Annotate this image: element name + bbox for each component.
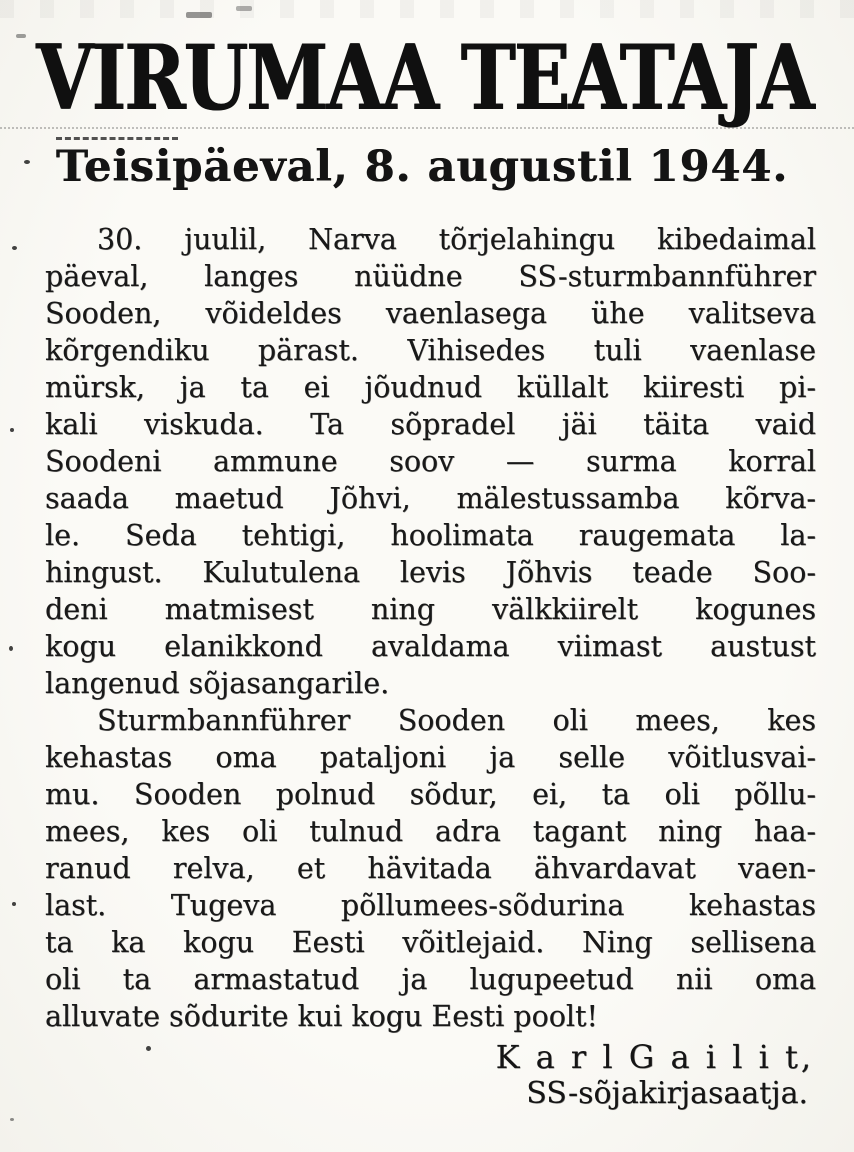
text-line: oli ta armastatud ja lugupeetud nii oma [45,963,816,996]
text-line: kali viskuda. Ta sõpradel jäi täita vaid [45,408,816,441]
scan-speck [10,1118,14,1121]
newspaper-title: VIRUMAA TEATAJA [35,26,813,131]
text-line: kogu elanikkond avaldama viimast austust [45,630,816,663]
text-line: deni matmisest ning välkkiirelt kogunes [45,593,816,626]
signature-name: K a r l G a i l i t, [495,1038,814,1076]
scan-speck [10,428,14,432]
text-line: kehastas oma pataljoni ja selle võitlusvai- [45,741,816,774]
text-line: le. Seda tehtigi, hoolimata raugemata la- [45,519,816,552]
text-line: alluvate sõdurite kui kogu Eesti poolt! [45,1000,598,1033]
text-line: mu. Sooden polnud sõdur, ei, ta oli põllu- [45,778,816,811]
text-line: Sturmbannführer Sooden oli mees, kes [97,704,816,737]
text-line: hingust. Kulutulena levis Jõhvis teade Soo- [45,556,816,589]
text-line: saada maetud Jõhvi, mälestussamba kõrva- [45,482,816,515]
scan-speck [9,646,13,651]
text-line: päeval, langes nüüdne SS-sturmbannführer [45,260,816,293]
text-line: ta ka kogu Eesti võitlejaid. Ning sellisena [45,926,816,959]
scan-speck [146,1046,151,1051]
text-line: Soodeni ammune soov — surma korral [45,445,816,478]
scan-speck [186,12,212,18]
text-line: kõrgendiku pärast. Vihisedes tuli vaenlase [45,334,816,367]
issue-date-line: Teisipäeval, 8. augustil 1944. [55,142,789,192]
scan-smudge [0,0,854,18]
text-line: mürsk, ja ta ei jõudnud küllalt kiiresti pi- [45,371,816,404]
text-line: Sooden, võideldes vaenlasega ühe valitseva [45,297,816,330]
signature-title: SS-sõjakirjasaatja. [526,1076,808,1111]
masthead-dashed-rule [56,137,178,140]
signature-block [496,1038,814,1112]
text-line: mees, kes oli tulnud adra tagant ning haa- [45,815,816,848]
article-body [45,221,816,1035]
text-line: last. Tugeva põllumees-sõdurina kehastas [45,889,816,922]
text-line: 30. juulil, Narva tõrjelahingu kibedaimal [97,223,816,256]
scan-speck [12,902,16,906]
scan-speck [236,6,252,11]
text-line: langenud sõjasangarile. [45,667,390,700]
scan-speck [12,246,17,250]
text-line: ranud relva, et hävitada ähvardavat vaen- [45,852,816,885]
